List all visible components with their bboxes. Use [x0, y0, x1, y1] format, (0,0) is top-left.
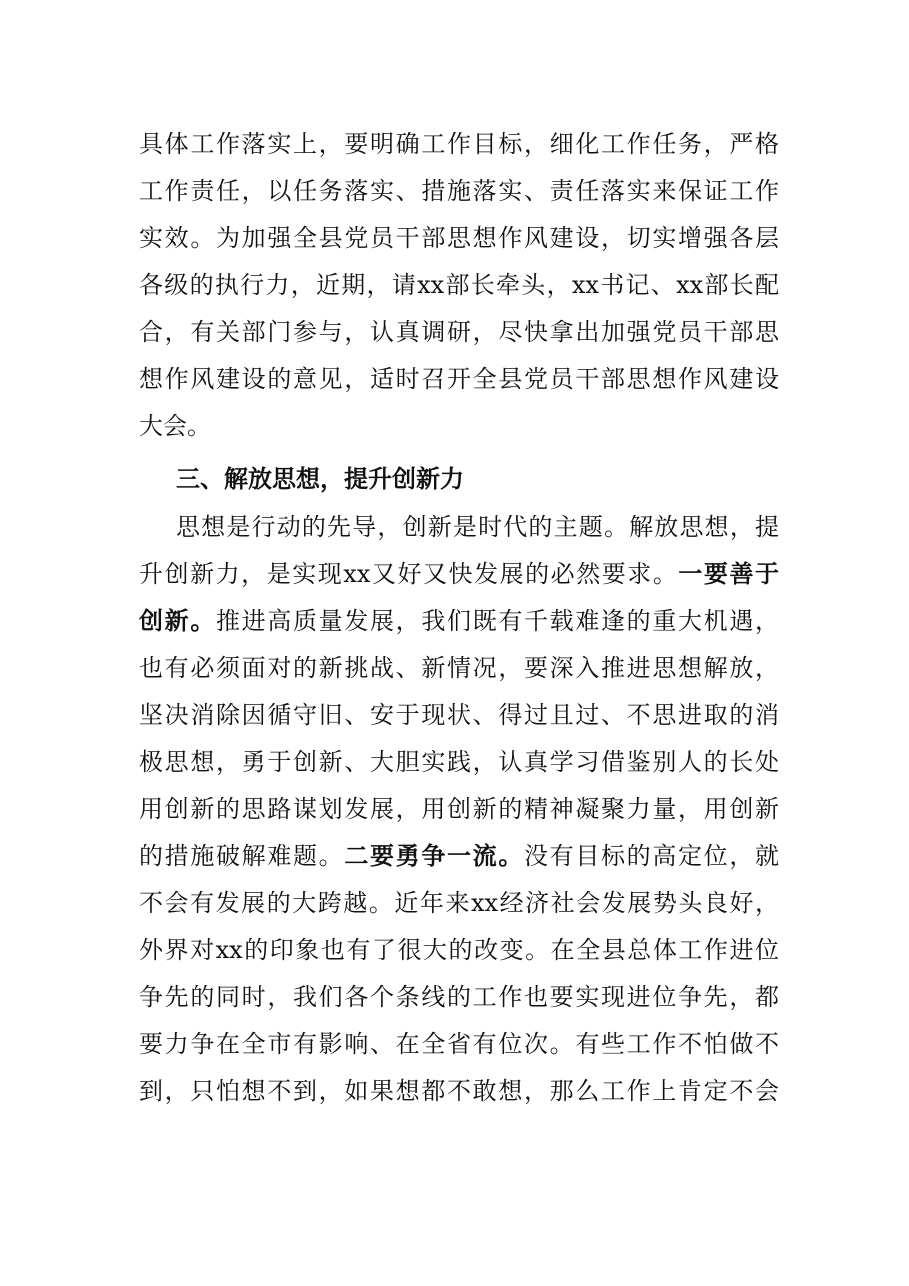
paragraph-line: 实效。为加强全县党员干部思想作风建设，切实增强各层 [139, 224, 779, 252]
paragraph-line: 极思想，勇于创新、大胆实践，认真学习借鉴别人的长处 [139, 748, 779, 776]
paragraph-line: 具体工作落实上，要明确工作目标，细化工作任务，严格 [139, 130, 779, 158]
paragraph-text: 没有目标的高定位，就 [524, 842, 780, 870]
paragraph-line: 到，只怕想不到，如果想都不敢想，那么工作上肯定不会 [139, 1077, 779, 1105]
paragraph-text: 推进高质量发展，我们既有千载难逢的重大机遇， [216, 607, 779, 635]
paragraph-line: 要力争在全市有影响、在全省有位次。有些工作不怕做不 [139, 1030, 779, 1058]
paragraph-line: 不会有发展的大跨越。近年来xx经济社会发展势头良好， [139, 889, 779, 917]
paragraph-line: 也有必须面对的新挑战、新情况，要深入推进思想解放， [139, 654, 779, 682]
paragraph-text: 升创新力，是实现xx又好又快发展的必然要求。 [139, 560, 679, 588]
bold-emphasis: 二要勇争一流。 [344, 842, 525, 870]
paragraph-line: 合，有关部门参与，认真调研，尽快拿出加强党员干部思 [139, 318, 779, 346]
paragraph-line: 思想是行动的先导，创新是时代的主题。解放思想，提 [176, 513, 779, 541]
paragraph-line: 坚决消除因循守旧、安于现状、得过且过、不思进取的消 [139, 701, 779, 729]
paragraph-line: 工作责任，以任务落实、措施落实、责任落实来保证工作 [139, 177, 779, 205]
paragraph-line: 外界对xx的印象也有了很大的改变。在全县总体工作进位 [139, 936, 779, 964]
paragraph-line: 大会。 [139, 412, 211, 440]
paragraph-text: 的措施破解难题。 [139, 842, 345, 870]
paragraph-line: 争先的同时，我们各个条线的工作也要实现进位争先，都 [139, 983, 779, 1011]
paragraph-line: 用创新的思路谋划发展，用创新的精神凝聚力量，用创新 [139, 795, 779, 823]
bold-emphasis: 一要善于 [678, 560, 780, 588]
paragraph-line: 各级的执行力，近期，请xx部长牵头，xx书记、xx部长配 [139, 271, 779, 299]
paragraph-line: 想作风建设的意见，适时召开全县党员干部思想作风建设 [139, 365, 779, 393]
section-heading: 三、解放思想，提升创新力 [176, 465, 464, 493]
bold-emphasis: 创新。 [139, 607, 216, 635]
paragraph-line [139, 597, 779, 645]
paragraph-line [139, 550, 779, 598]
paragraph-line [139, 832, 779, 880]
